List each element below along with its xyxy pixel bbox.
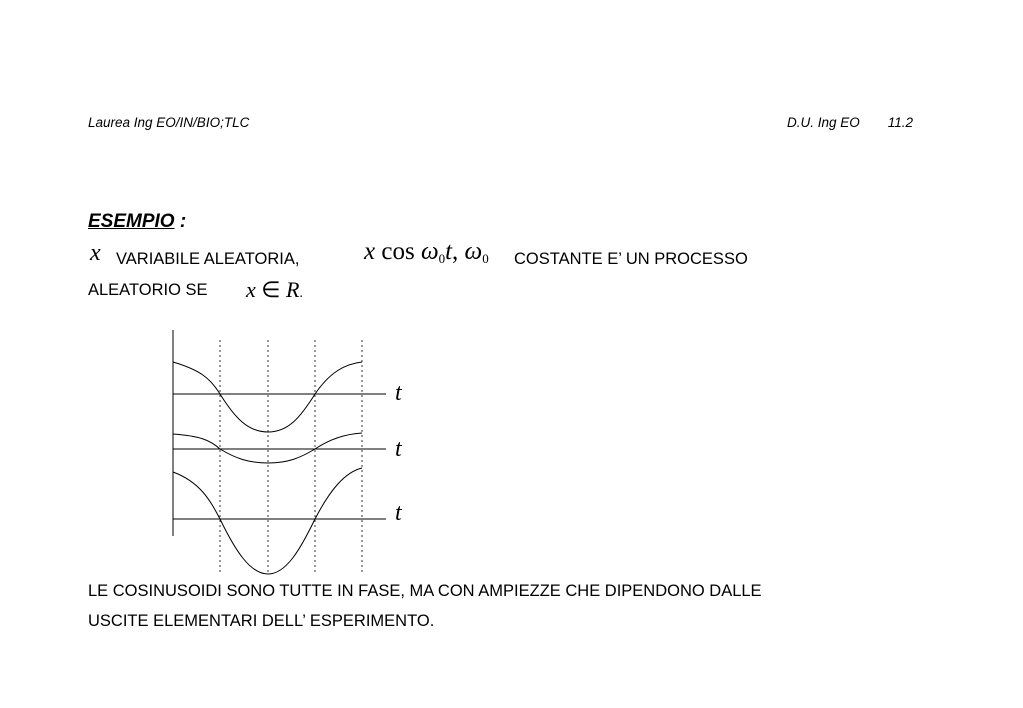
header-course: Laurea Ing EO/IN/BIO;TLC bbox=[88, 115, 250, 130]
title-colon: : bbox=[174, 211, 187, 232]
variable-x: x bbox=[90, 240, 101, 266]
waveform-1 bbox=[173, 362, 362, 432]
formula-cosine: x $\cos \omega_0t$, $\omega_0$ bbox=[364, 238, 489, 266]
t-label-2: t bbox=[395, 436, 402, 462]
text-variabile-aleatoria: VARIABILE ALEATORIA, bbox=[116, 250, 300, 268]
title-text: ESEMPIO bbox=[88, 211, 175, 232]
header-course-code: D.U. Ing EO bbox=[787, 115, 860, 130]
waveform-2 bbox=[173, 433, 362, 463]
t-label-3: t bbox=[395, 500, 402, 526]
page-number: 11.2 bbox=[887, 115, 914, 130]
text-costante-processo: COSTANTE E’ UN PROCESSO bbox=[514, 250, 748, 268]
t-label-1: t bbox=[395, 380, 402, 406]
text-aleatorio-se: ALEATORIO SE bbox=[88, 281, 208, 299]
formula-x-in-R: x ∈ R. bbox=[246, 277, 303, 302]
conclusion-line-2: USCITE ELEMENTARI DELL’ ESPERIMENTO. bbox=[88, 612, 435, 630]
conclusion-line-1: LE COSINUSOIDI SONO TUTTE IN FASE, MA CON AMPIEZZE CHE DIPENDONO DALLE bbox=[88, 582, 762, 600]
waveform-3 bbox=[173, 468, 362, 574]
